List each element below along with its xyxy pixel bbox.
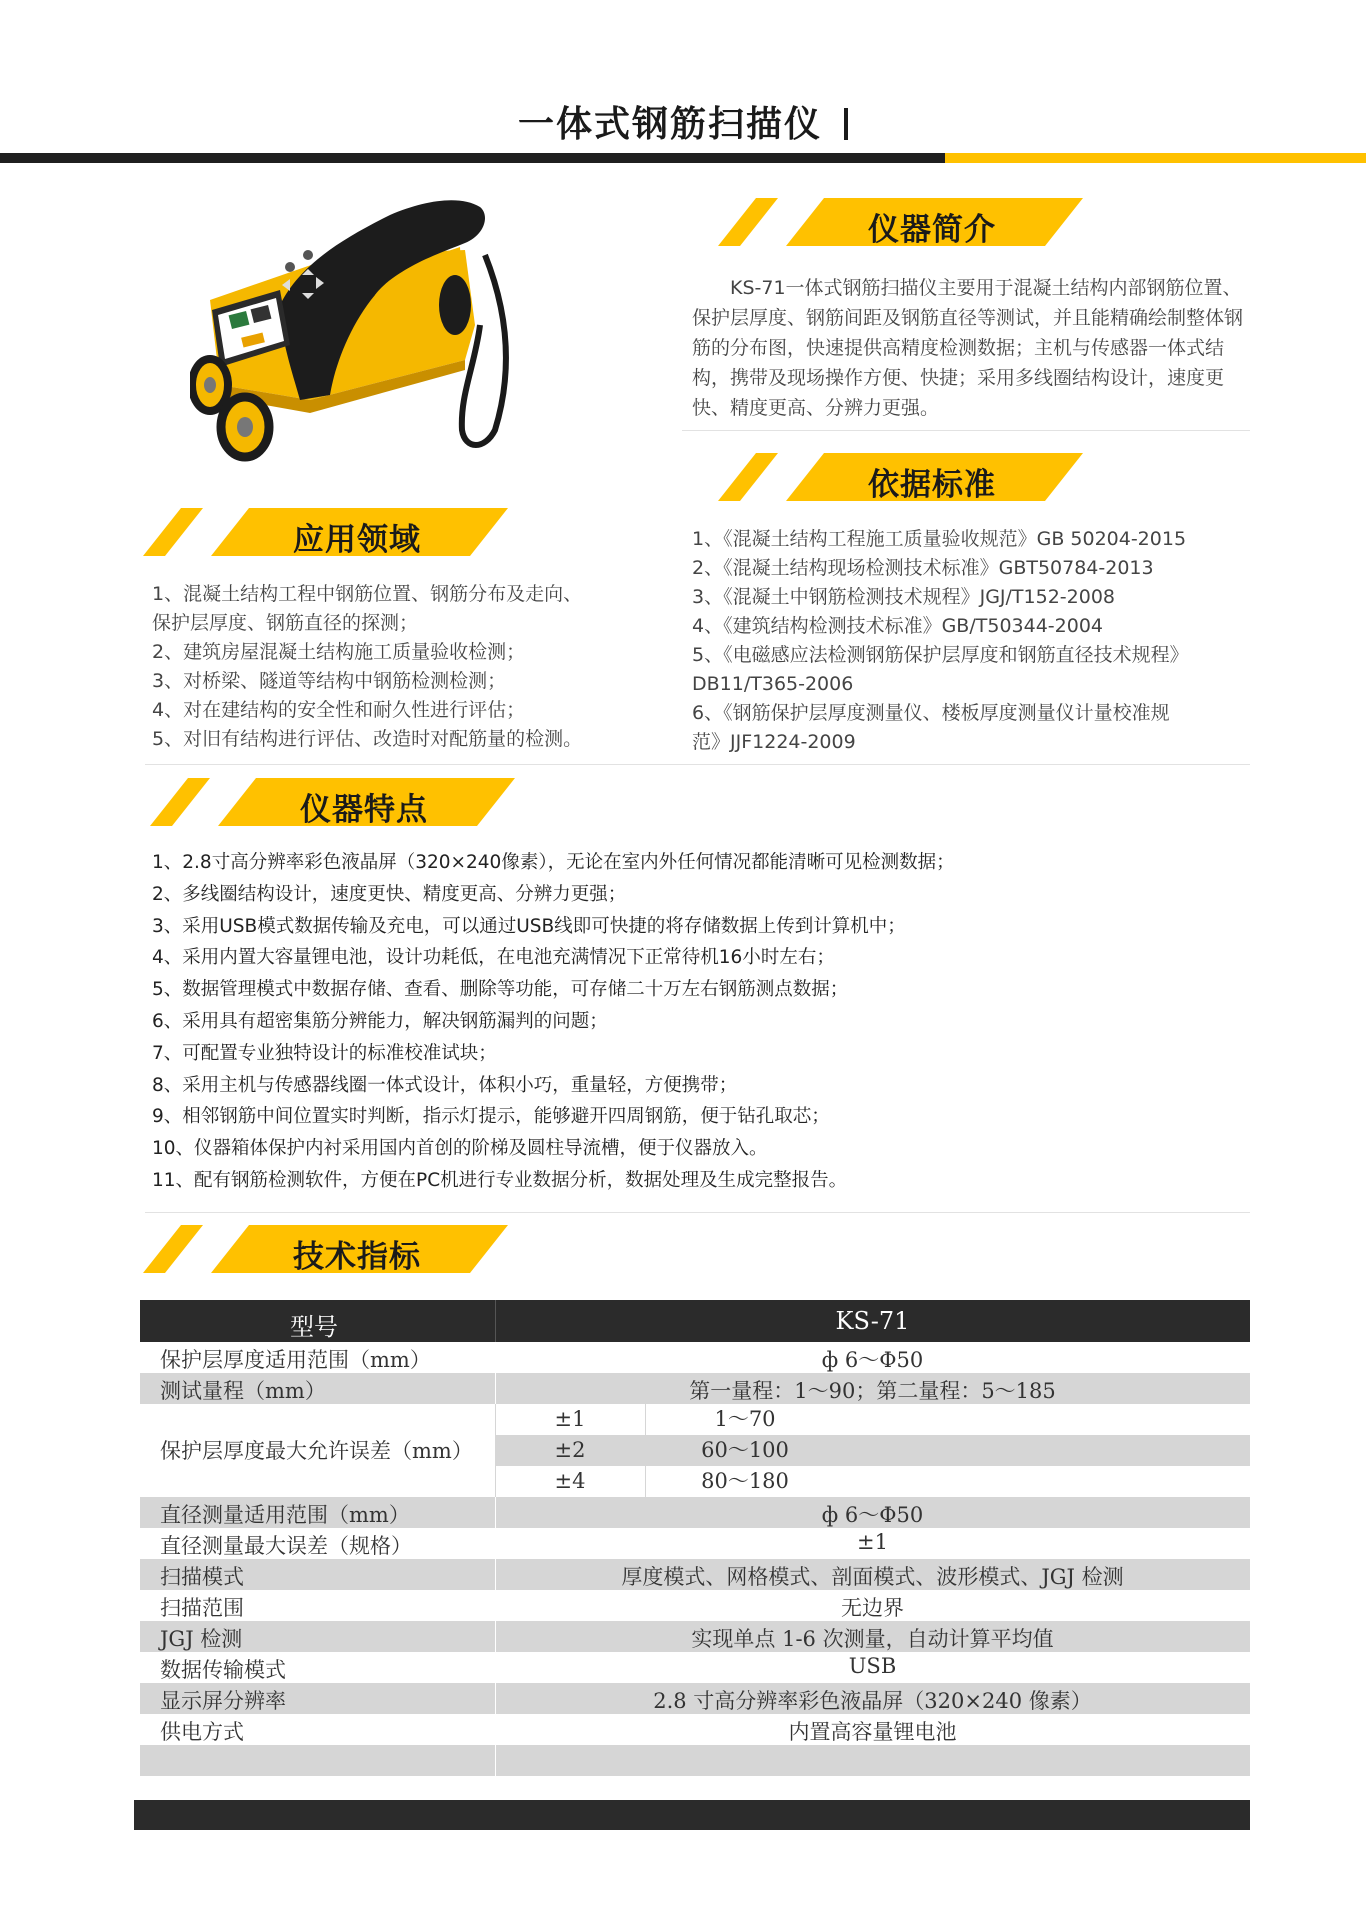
tolerance-value: ±2 [554,1438,586,1462]
list-item: 3、《混凝土中钢筋检测技术规程》JGJ/T152-2008 [692,586,1116,608]
list-item: 4、《建筑结构检测技术标准》GB/T50344-2004 [692,615,1104,637]
list-item: 2、建筑房屋混凝土结构施工质量验收检测； [152,641,526,663]
divider [145,1212,1250,1213]
row-value: 厚度模式、网格模式、剖面模式、波形模式、JGJ 检测 [621,1565,1124,1589]
row-label: 测试量程（mm） [160,1379,326,1403]
page-title [0,96,1366,147]
banner-features [150,778,515,834]
row-label: 供电方式 [160,1720,244,1744]
row-label: 显示屏分辨率 [160,1689,286,1713]
table-row [140,1559,1250,1590]
row-label: 保护层厚度最大允许误差（mm） [160,1439,473,1463]
list-item: 3、采用USB模式数据传输及充电，可以通过USB线即可快捷的将存储数据上传到计算机中； [152,915,906,937]
table-row [140,1683,1250,1714]
row-label: 直径测量最大误差（规格） [160,1534,412,1558]
table-row [140,1528,1250,1559]
header-model-value: KS-71 [835,1307,910,1335]
applications-list [152,580,582,754]
table-header [140,1300,1250,1342]
row-value: ф 6～Φ50 [821,1348,924,1372]
features-heading: 仪器特点 [300,792,428,828]
list-item: 2、《混凝土结构现场检测技术标准》GBT50784-2013 [692,557,1154,579]
range-value: 60～100 [701,1438,789,1462]
standards-list [692,525,1189,757]
intro-paragraph: KS-71一体式钢筋扫描仪主要用于混凝土结构内部钢筋位置、保护层厚度、钢筋间距及钢筋直径等测试，并且能精确绘制整体钢筋的分布图，快速提供高精度检测数据；主机与传感器一体式结构，携带及现场操作方便、快捷；采用多线圈结构设计，速度更快、精度更高、分辨力更强。 [692,277,1244,419]
range-value: 1～70 [714,1407,776,1431]
table-row [140,1590,1250,1621]
table-row [140,1342,1250,1373]
tolerance-value: ±4 [554,1469,586,1493]
list-item: 2、多线圈结构设计，速度更快、精度更高、分辨力更强； [152,883,627,905]
list-item: 6、采用具有超密集筋分辨能力，解决钢筋漏判的问题； [152,1010,608,1032]
row-value: ф 6～Φ50 [821,1503,924,1527]
row-value: 第一量程：1～90；第二量程：5～185 [689,1379,1056,1403]
rebar-scanner-image [190,195,550,470]
banner-standards [718,453,1083,509]
footer-bar [134,1800,1250,1830]
list-item: 1、混凝土结构工程中钢筋位置、钢筋分布及走向、 [152,583,583,605]
row-label: 保护层厚度适用范围（mm） [160,1348,431,1372]
tolerance-value: ±1 [554,1407,586,1431]
standards-heading: 依据标准 [868,467,996,503]
row-label: JGJ 检测 [160,1627,243,1651]
intro-heading: 仪器简介 [868,212,996,248]
table-row [140,1652,1250,1683]
spec-table [140,1300,1250,1776]
list-item: 5、《电磁感应法检测钢筋保护层厚度和钢筋直径技术规程》 [692,644,1189,666]
row-value: USB [848,1654,897,1678]
title-divider [844,108,848,140]
list-item: 11、配有钢筋检测软件，方便在PC机进行专业数据分析，数据处理及生成完整报告。 [152,1169,848,1191]
row-value: 实现单点 1-6 次测量，自动计算平均值 [691,1627,1054,1651]
list-item: 4、对在建结构的安全性和耐久性进行评估； [152,699,526,721]
row-label: 数据传输模式 [160,1658,286,1682]
table-row [140,1714,1250,1745]
table-row [140,1497,1250,1528]
list-item: 8、采用主机与传感器线圈一体式设计，体积小巧，重量轻，方便携带； [152,1074,738,1096]
row-label: 直径测量适用范围（mm） [160,1503,410,1527]
features-list [152,847,955,1197]
list-item: 3、对桥梁、隧道等结构中钢筋检测检测； [152,670,507,692]
row-value: 内置高容量锂电池 [788,1720,957,1744]
table-row [140,1373,1250,1404]
banner-applications [143,508,508,564]
header-model-label: 型号 [290,1313,338,1341]
header-rule-accent [945,153,1366,163]
divider [145,764,1250,765]
page-title-text: 一体式钢筋扫描仪 [517,104,822,145]
list-item: 7、可配置专业独特设计的标准校准试块； [152,1042,497,1064]
range-value: 80～180 [701,1469,789,1493]
list-item: 5、对旧有结构进行评估、改造时对配筋量的检测。 [152,728,583,750]
row-value: ±1 [857,1530,888,1554]
row-label: 扫描模式 [160,1565,244,1589]
row-label: 扫描范围 [160,1596,244,1620]
device-photo [190,195,550,470]
list-item: 9、相邻钢筋中间位置实时判断，指示灯提示，能够避开四周钢筋，便于钻孔取芯； [152,1106,830,1128]
table-row [140,1621,1250,1652]
list-item: 5、数据管理模式中数据存储、查看、删除等功能，可存储二十万左右钢筋测点数据； [152,979,849,1001]
list-item: 6、《钢筋保护层厚度测量仪、楼板厚度测量仪计量校准规 [692,702,1170,724]
row-value: 2.8 寸高分辨率彩色液晶屏（320×240 像素） [653,1689,1092,1713]
row-value: 无边界 [841,1596,904,1620]
list-item: 范》JJF1224-2009 [692,731,856,753]
list-item: 10、仪器箱体保护内衬采用国内首创的阶梯及圆柱导流槽，便于仪器放入。 [152,1138,768,1160]
table-row-empty [140,1745,1250,1776]
table-row-group [140,1404,1250,1497]
list-item: 4、采用内置大容量锂电池，设计功耗低，在电池充满情况下正常待机16小时左右； [152,947,835,969]
specs-heading: 技术指标 [293,1239,421,1275]
divider [682,430,1250,431]
header-rule-dark [0,153,945,163]
list-item: 1、《混凝土结构工程施工质量验收规范》GB 50204-2015 [692,528,1187,550]
list-item: DB11/T365-2006 [692,673,854,695]
list-item: 1、2.8寸高分辨率彩色液晶屏（320×240像素），无论在室内外任何情况都能清晰可见检测数据； [152,852,955,873]
banner-intro [718,198,1083,254]
banner-specs [143,1225,508,1281]
list-item: 保护层厚度、钢筋直径的探测； [152,612,419,634]
applications-heading: 应用领域 [293,522,421,558]
